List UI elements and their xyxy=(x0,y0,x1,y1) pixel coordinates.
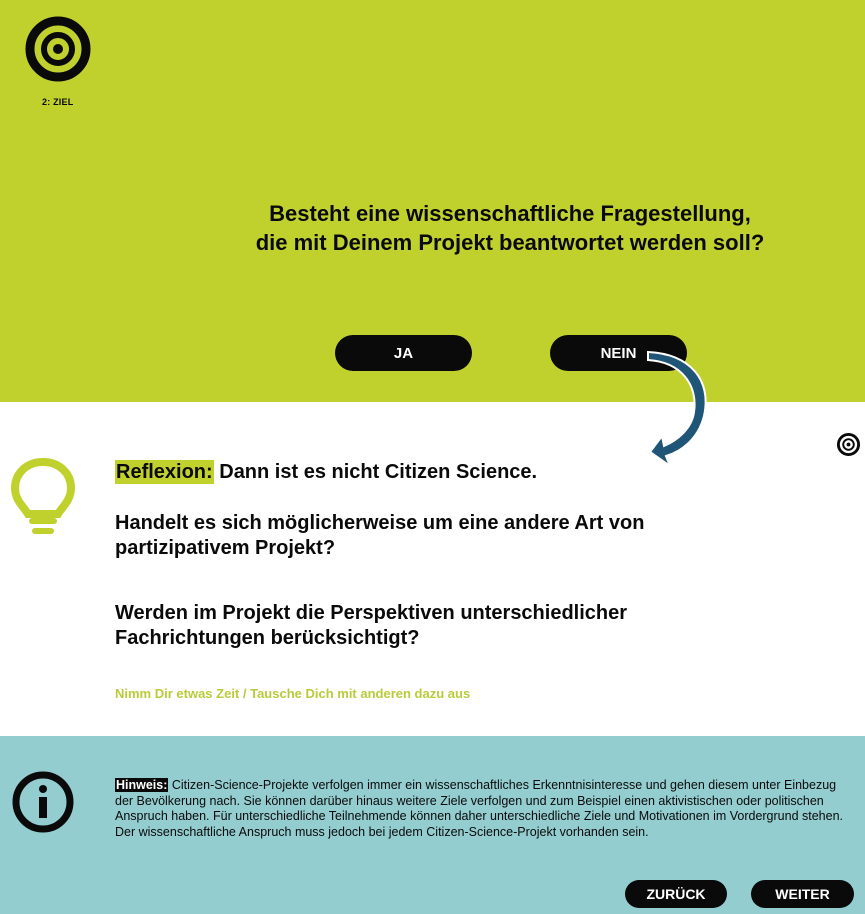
next-button[interactable]: WEITER xyxy=(751,880,854,908)
info-body: Citizen-Science-Projekte verfolgen immer ein wissenschaftliches Erkenntnisinteresse und gehen diesem unter Einbezug der Bevölkerung nach. Sie können darüber hinaus weitere Ziele verfolgen und zum Beispiel einen aktivistischen oder politischen Anspruch haben. Für unterschiedliche Teilnehmende können daher unterschiedliche Ziele und Motivationen im Vordergrund stehen. Der wissenschaftliche Anspruch muss jedoch bei jedem Citizen-Science-Projekt vorhanden sein. xyxy=(115,778,844,839)
main-question xyxy=(160,199,860,257)
no-button[interactable]: NEIN xyxy=(550,335,687,371)
reflection-statement xyxy=(115,461,537,484)
reflection-label: Reflexion: xyxy=(116,461,213,483)
reflection-question-1: Handelt es sich möglicherweise um eine andere Art von partizipativem Projekt? xyxy=(115,512,645,559)
arrow-icon xyxy=(620,340,720,470)
info-icon xyxy=(11,770,75,834)
lightbulb-icon xyxy=(10,456,76,542)
reflection-question-2: Werden im Projekt die Perspektiven unterschiedlicher Fachrichtungen berücksichtigt? xyxy=(115,602,628,649)
question-panel xyxy=(0,0,865,402)
target-icon xyxy=(25,16,91,82)
info-label: Hinweis: xyxy=(116,778,168,792)
reflection-text: Dann ist es nicht Citizen Science. xyxy=(213,461,538,483)
info-text xyxy=(115,778,850,840)
question-line-2: die mit Deinem Projekt beantwortet werden soll? xyxy=(255,230,765,255)
back-button[interactable]: ZURÜCK xyxy=(625,880,727,908)
step-label: 2: ZIEL xyxy=(42,97,74,107)
question-line-1: Besteht eine wissenschaftliche Fragestellung, xyxy=(269,201,751,226)
reflection-hint: Nimm Dir etwas Zeit / Tausche Dich mit anderen dazu aus xyxy=(115,686,471,701)
yes-button[interactable]: JA xyxy=(335,335,472,371)
small-target-icon xyxy=(836,432,861,457)
